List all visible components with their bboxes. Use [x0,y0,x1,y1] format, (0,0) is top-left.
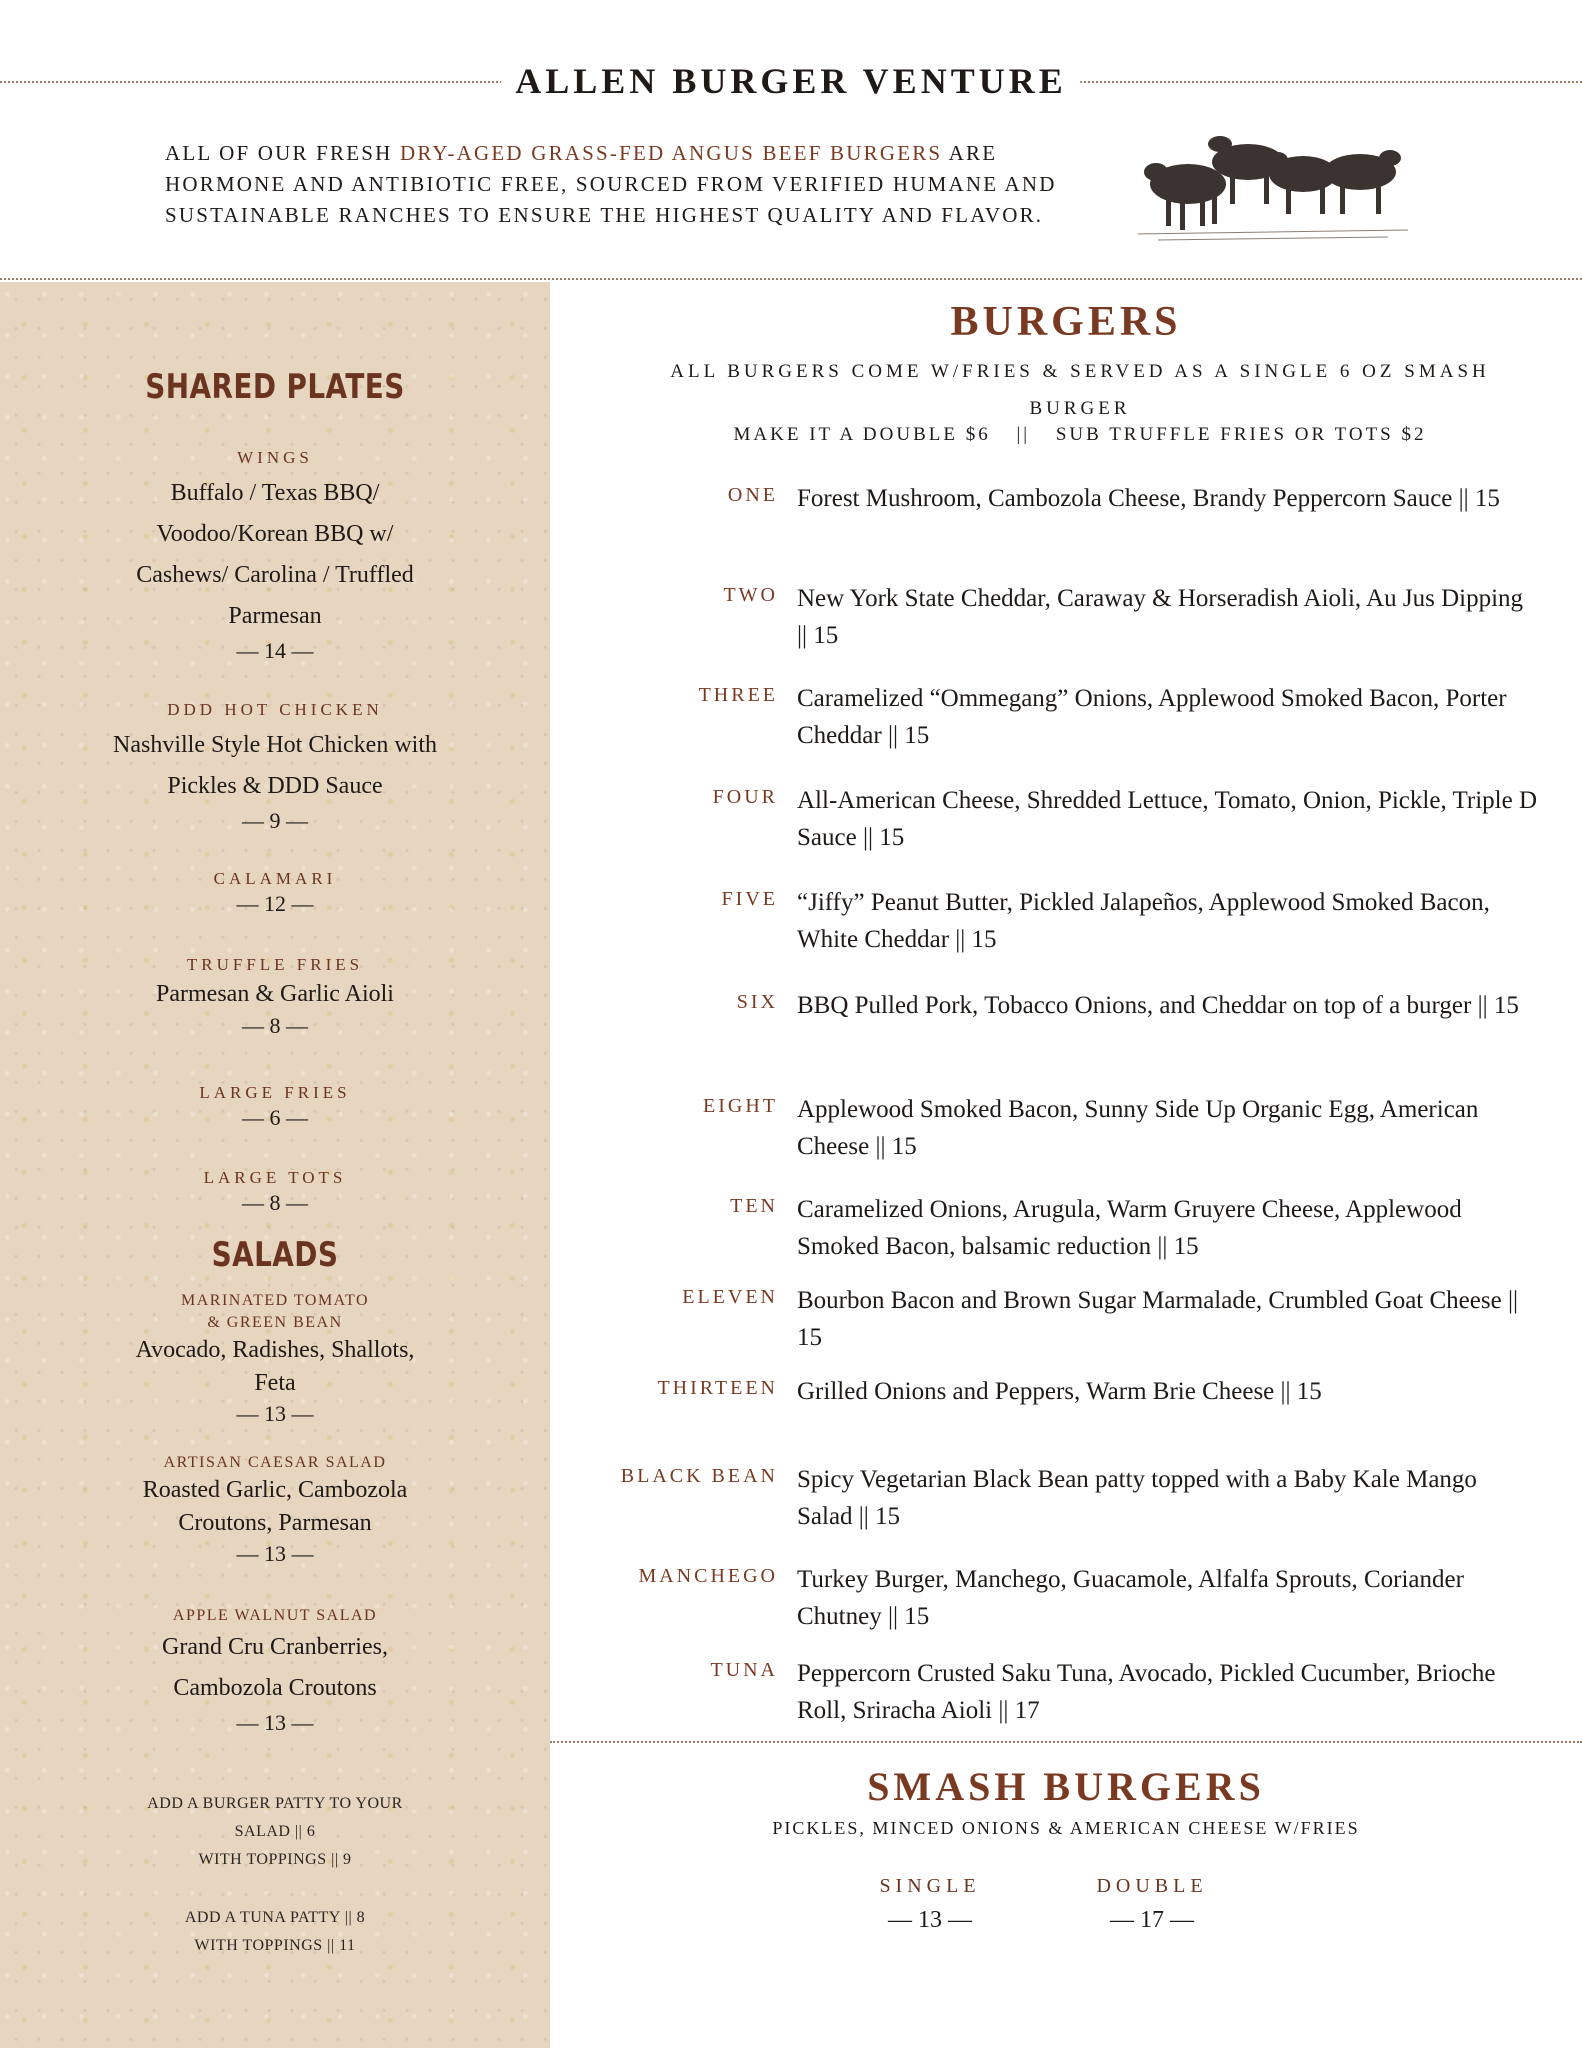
shared-item-wings [130,447,420,665]
shared-item-price: — 6 — [242,1105,308,1130]
burger-desc: All-American Cheese, Shredded Lettuce, Tomato, Onion, Pickle, Triple D Sauce || 15 [797,787,1538,851]
shared-item-truffle-fries [0,954,550,1040]
header-rule-bottom [0,278,1582,280]
salad-item-name: ARTISAN CAESAR SALAD [163,1454,387,1471]
salad-item-price: — 13 — [236,1401,314,1426]
left-column [0,282,550,2048]
burger-name: TWO [723,584,778,606]
burger-desc: Turkey Burger, Manchego, Guacamole, Alfalfa Sprouts, Coriander Chutney || 15 [797,1566,1464,1630]
smash-burgers-subtitle: PICKLES, MINCED ONIONS & AMERICAN CHEESE W/FRIES [772,1818,1360,1838]
shared-item-price: — 14 — [236,638,314,663]
shared-item-name: LARGE FRIES [199,1083,351,1102]
shared-item-desc: Parmesan & Garlic Aioli [156,981,394,1007]
shared-item-price: — 9 — [242,808,308,833]
shared-item-large-tots [0,1167,550,1217]
burger-desc: “Jiffy” Peanut Butter, Pickled Jalapeños, Applewood Smoked Bacon, White Cheddar || 15 [797,889,1490,953]
burger-name: TUNA [710,1659,778,1681]
salads-title: SALADS [211,1235,339,1275]
burger-desc: Caramelized “Ommegang” Onions, Applewood Smoked Bacon, Porter Cheddar || 15 [797,685,1507,749]
burger-name: BLACK BEAN [620,1465,778,1487]
shared-item-name: TRUFFLE FRIES [186,955,364,974]
shared-plates-heading [0,367,550,407]
sub-fries-option: SUB TRUFFLE FRIES OR TOTS $2 [1055,424,1427,445]
salad-addon-burger [0,1790,550,1874]
shared-item-desc: Buffalo / Texas BBQ/ Voodoo/Korean BBQ w/ Cashews/ Carolina / Truffled Parmesan [136,480,414,629]
burger-desc: Spicy Vegetarian Black Bean patty topped with a Baby Kale Mango Salad || 15 [797,1466,1477,1530]
burger-name: EIGHT [703,1095,778,1117]
shared-item-large-fries [0,1082,550,1132]
burger-name: THIRTEEN [657,1377,778,1399]
addon-tuna-line1: ADD A TUNA PATTY || 8 [184,1909,366,1926]
burger-desc: Grilled Onions and Peppers, Warm Brie Cheese || 15 [797,1378,1322,1405]
salad-item-desc: Roasted Garlic, Cambozola Croutons, Parmesan [142,1477,408,1536]
burger-desc: Caramelized Onions, Arugula, Warm Gruyere Cheese, Applewood Smoked Bacon, balsamic reduction || 15 [797,1196,1462,1260]
shared-item-price: — 8 — [242,1013,308,1038]
shared-item-name: CALAMARI [213,869,337,888]
burgers-options [600,424,1560,446]
burger-desc: BBQ Pulled Pork, Tobacco Onions, and Cheddar on top of a burger || 15 [797,992,1519,1019]
shared-item-name: WINGS [237,448,313,467]
burger-desc: Bourbon Bacon and Brown Sugar Marmalade, Crumbled Goat Cheese || 15 [797,1287,1518,1351]
smash-section-rule [550,1741,1582,1743]
intro-text-pre: ALL OF OUR FRESH [165,141,393,165]
shared-item-ddd-hot-chicken [110,699,440,835]
addon-tuna-line2: WITH TOPPINGS || 11 [194,1937,356,1954]
salad-item-artisan-caesar [140,1452,410,1568]
cattle-illustration [1128,122,1418,252]
shared-item-price: — 8 — [242,1190,308,1215]
options-separator: || [1016,424,1031,445]
salad-item-price: — 13 — [236,1710,314,1735]
salad-addon-tuna [0,1904,550,1960]
shared-item-name: DDD HOT CHICKEN [167,700,383,719]
addon-burger-line2: SALAD || 6 [234,1823,316,1840]
salad-item-apple-walnut [140,1605,410,1737]
salads-heading [0,1235,550,1275]
burger-name: FOUR [712,786,778,808]
salad-item-name-line1: MARINATED TOMATO [180,1292,369,1309]
shared-item-name: LARGE TOTS [203,1168,347,1187]
salad-item-desc: Grand Cru Cranberries, Cambozola Croutons [162,1634,388,1701]
burger-desc: Applewood Smoked Bacon, Sunny Side Up Organic Egg, American Cheese || 15 [797,1096,1479,1160]
smash-option-label: SINGLE [879,1875,981,1897]
smash-burgers-title: SMASH BURGERS [867,1764,1265,1809]
burger-name: SIX [736,991,778,1013]
shared-item-price: — 12 — [236,891,314,916]
smash-option-label: DOUBLE [1096,1875,1208,1897]
smash-option-price: — 17 — [1110,1907,1194,1933]
smash-option-price: — 13 — [888,1907,972,1933]
burger-name: MANCHEGO [638,1565,778,1587]
addon-burger-line1: ADD A BURGER PATTY TO YOUR [147,1795,403,1812]
smash-option-double [1052,1875,1252,1934]
smash-option-single [830,1875,1030,1934]
shared-item-desc: Nashville Style Hot Chicken with Pickles & DDD Sauce [113,732,437,799]
restaurant-title: ALLEN BURGER VENTURE [501,60,1080,102]
burger-desc: Forest Mushroom, Cambozola Cheese, Brandy Peppercorn Sauce || 15 [797,485,1500,512]
burger-name: THREE [698,684,778,706]
burger-name: FIVE [721,888,778,910]
addon-burger-line3: WITH TOPPINGS || 9 [198,1851,352,1868]
shared-plates-title: SHARED PLATES [145,367,405,407]
burger-name: ONE [727,484,778,506]
burger-desc: New York State Cheddar, Caraway & Horseradish Aioli, Au Jus Dipping || 15 [797,585,1524,649]
intro-text [165,138,1095,231]
intro-text-post: ARE HORMONE AND ANTIBIOTIC FREE, SOURCED FROM VERIFIED HUMANE AND SUSTAINABLE RANCHES TO ENSURE THE HIGHEST QUALITY AND FLAVOR. [165,141,1057,227]
burger-name: TEN [730,1195,778,1217]
burgers-subtitle: ALL BURGERS COME W/FRIES & SERVED AS A SINGLE 6 OZ SMASH BURGER [670,361,1490,419]
salad-item-name: APPLE WALNUT SALAD [172,1607,378,1624]
salad-item-marinated-tomato [120,1290,430,1428]
salad-item-price: — 13 — [236,1541,314,1566]
salad-item-name-line2: & GREEN BEAN [207,1314,343,1331]
salad-item-desc: Avocado, Radishes, Shallots, Feta [135,1337,415,1396]
double-option: MAKE IT A DOUBLE $6 [733,424,991,445]
burger-desc: Peppercorn Crusted Saku Tuna, Avocado, Pickled Cucumber, Brioche Roll, Sriracha Aioli || 17 [797,1660,1496,1724]
shared-item-calamari [0,868,550,918]
intro-text-highlight: DRY-AGED GRASS-FED ANGUS BEEF BURGERS [400,141,943,165]
burgers-title: BURGERS [950,299,1182,345]
burger-name: ELEVEN [682,1286,778,1308]
